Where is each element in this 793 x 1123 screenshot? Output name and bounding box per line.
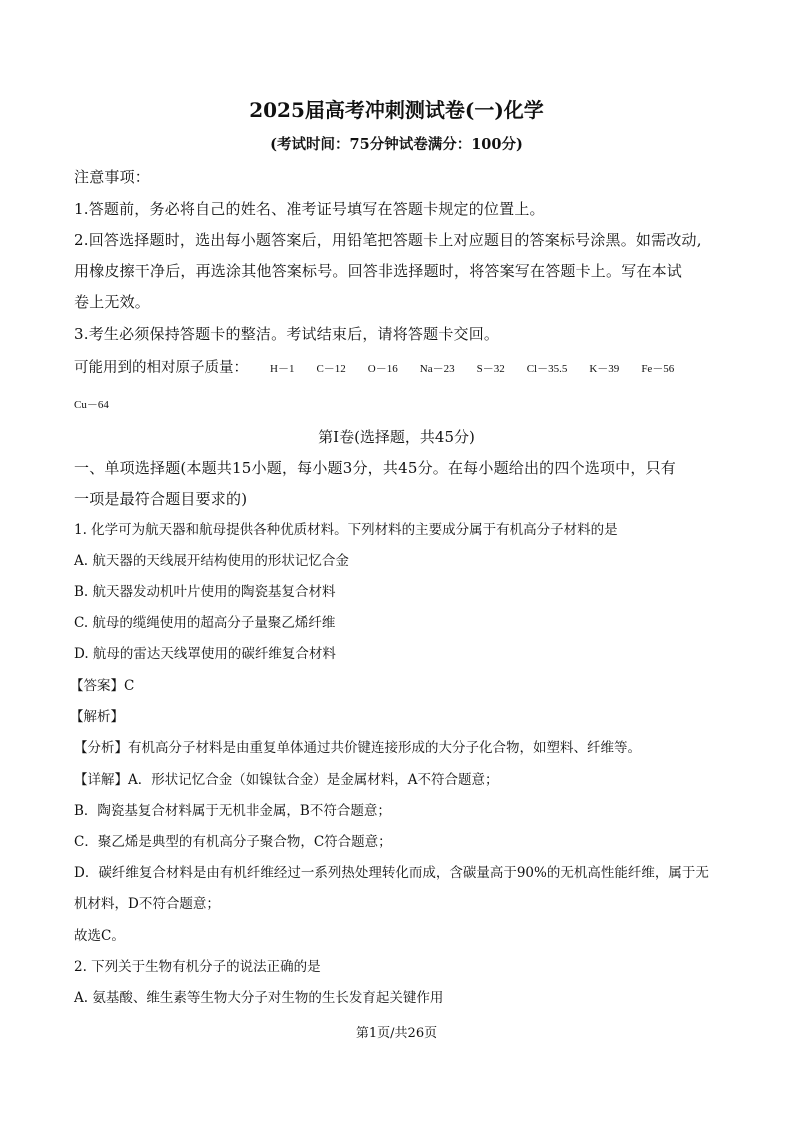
section-instruction-line-1: 一、单项选择题(本题共15小题，每小题3分，共45分。在每小题给出的四个选项中，只有 bbox=[74, 459, 676, 477]
atomic-mass-item: S－32 bbox=[476, 363, 505, 375]
notice-item-2-line-1: 2.回答选择题时，选出每小题答案后，用铅笔把答题卡上对应题目的答案标号涂黑。如需改动, bbox=[74, 231, 702, 249]
question-1-fenxi: 【分析】有机高分子材料是由重复单体通过共价键连接形成的大分子化合物，如塑料、纤维等。 bbox=[74, 740, 641, 756]
atomic-mass-item: K－39 bbox=[589, 363, 620, 375]
atomic-mass-item: Na－23 bbox=[419, 363, 455, 375]
atomic-mass-item: Fe－56 bbox=[641, 363, 675, 375]
notice-item-3: 3.考生必须保持答题卡的整洁。考试结束后，请将答题卡交回。 bbox=[74, 325, 500, 343]
question-1-explain-d-line-1: D．碳纤维复合材料是由有机纤维经过一系列热处理转化而成，含碳量高于90%的无机高性能纤维，属于无 bbox=[74, 865, 709, 881]
atomic-mass-item: O－16 bbox=[367, 363, 398, 375]
section-title: 第Ⅰ卷(选择题，共45分) bbox=[318, 428, 475, 446]
question-1-analysis-label: 【解析】 bbox=[70, 709, 124, 725]
question-1-explain-c: C．聚乙烯是典型的有机高分子聚合物，C符合题意； bbox=[74, 834, 392, 850]
notice-item-1: 1.答题前，务必将自己的姓名、准考证号填写在答题卡规定的位置上。 bbox=[74, 200, 545, 218]
question-1-explain-b: B．陶瓷基复合材料属于无机非金属，B不符合题意； bbox=[74, 803, 391, 819]
question-2-option-a: A. 氨基酸、维生素等生物大分子对生物的生长发育起关键作用 bbox=[74, 990, 444, 1006]
question-1-option-a: A. 航天器的天线展开结构使用的形状记忆合金 bbox=[74, 553, 349, 569]
question-1-option-d: D. 航母的雷达天线罩使用的碳纤维复合材料 bbox=[74, 646, 336, 662]
notice-heading: 注意事项： bbox=[74, 168, 151, 186]
section-instruction-line-2: 一项是最符合题目要求的) bbox=[74, 490, 248, 508]
question-1-option-b: B. 航天器发动机叶片使用的陶瓷基复合材料 bbox=[74, 584, 336, 600]
notice-item-2-line-3: 卷上无效。 bbox=[74, 293, 151, 311]
question-2-stem: 2. 下列关于生物有机分子的说法正确的是 bbox=[74, 959, 321, 975]
page-footer: 第1页/共26页 bbox=[355, 1026, 438, 1041]
atomic-masses-label: 可能用到的相对原子质量： bbox=[74, 360, 248, 376]
exam-subtitle: (考试时间：75分钟试卷满分：100分) bbox=[270, 136, 523, 153]
atomic-mass-item-cu: Cu－64 bbox=[74, 399, 109, 411]
atomic-mass-item: Cl－35.5 bbox=[526, 363, 568, 375]
atomic-mass-item: C－12 bbox=[316, 363, 346, 375]
exam-title: 2025届高考冲刺测试卷(一)化学 bbox=[249, 98, 544, 122]
question-1-answer: 【答案】C bbox=[70, 678, 135, 694]
question-1-explain-d-line-2: 机材料，D不符合题意； bbox=[74, 896, 220, 912]
notice-item-2-line-2: 用橡皮擦干净后，再选涂其他答案标号。回答非选择题时，将答案写在答题卡上。写在本试 bbox=[74, 262, 683, 280]
question-1-xiangjie: 【详解】A．形状记忆合金（如镍钛合金）是金属材料，A不符合题意； bbox=[74, 772, 499, 788]
atomic-masses-row bbox=[74, 361, 674, 376]
question-1-conclusion: 故选C。 bbox=[74, 928, 125, 944]
question-1-stem: 1. 化学可为航天器和航母提供各种优质材料。下列材料的主要成分属于有机高分子材料的是 bbox=[74, 522, 618, 538]
atomic-mass-item: H－1 bbox=[270, 363, 295, 375]
question-1-option-c: C. 航母的缆绳使用的超高分子量聚乙烯纤维 bbox=[74, 615, 336, 631]
